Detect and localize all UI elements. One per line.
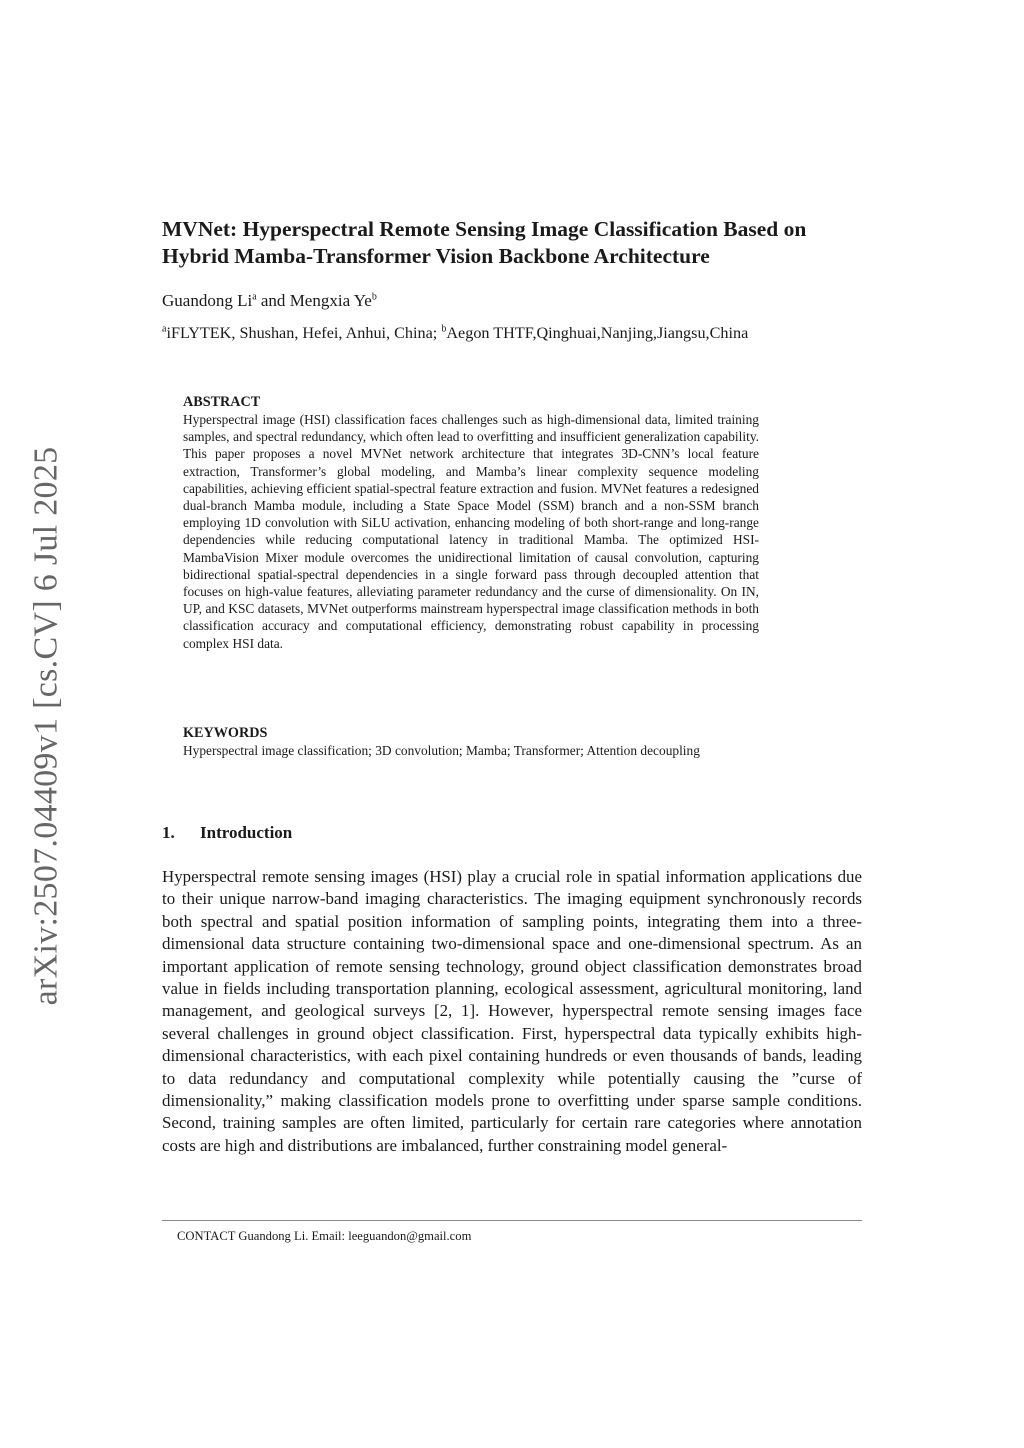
introduction-text: Hyperspectral remote sensing images (HSI) play a crucial role in spatial information applications due to their unique narrow-band imaging characteristics. The imaging equipment synchronously records both spectral and spatial position information of sampling points, integrating them into a three-dimensional data structure containing two-dimensional space and one-dimensional spectrum. As an important application of remote sensing technology, ground object classification demonstrates broad value in fields including transportation planning, ecological assessment, agricultural monitoring, land management, and geological surveys [2, 1]. However, hyperspectral remote sensing images face several challenges in ground object classification. First, hyperspectral data typically exhibits high-dimensional characteristics, with each pixel containing hundreds or even thousands of bands, leading to data redundancy and computational complexity while potentially causing the ”curse of dimensionality,” making classification models prone to overfitting under sparse sample conditions. Second, training samples are often limited, particularly for certain rare categories where annotation costs are high and distributions are imbalanced, further constraining model general- <box>162 867 862 1155</box>
affiliation-line <box>162 322 882 344</box>
paper-title: MVNet: Hyperspectral Remote Sensing Image Classification Based on Hybrid Mamba-Transformer Vision Backbone Architecture <box>162 217 807 268</box>
abstract-heading: ABSTRACT <box>183 394 261 410</box>
footnote-divider <box>162 1220 862 1221</box>
author-name: Mengxia Ye <box>289 291 372 310</box>
author-affiliation-mark: b <box>371 291 377 303</box>
section-number: 1. <box>162 823 175 842</box>
affiliation-text: Aegon THTF,Qinghuai,Nanjing,Jiangsu,China <box>446 324 749 342</box>
author-joiner: and <box>256 291 290 310</box>
affiliation-mark: a <box>162 323 167 335</box>
contact-footnote: CONTACT Guandong Li. Email: leeguandon@gmail.com <box>177 1229 472 1243</box>
author-name: Guandong Li <box>162 291 253 310</box>
affiliation-mark: b <box>441 323 447 335</box>
affiliation-text: iFLYTEK, Shushan, Hefei, Anhui, China; <box>166 324 442 342</box>
keywords-text: Hyperspectral image classification; 3D convolution; Mamba; Transformer; Attention decoupling <box>183 743 700 758</box>
abstract-section <box>183 394 759 652</box>
keywords-heading: KEYWORDS <box>183 725 268 741</box>
abstract-text: Hyperspectral image (HSI) classification faces challenges such as high-dimensional data, limited training samples, and spectral redundancy, which often lead to overfitting and insufficient generalization capability. This paper proposes a novel MVNet network architecture that integrates 3D-CNN’s local feature extraction, Transformer’s global modeling, and Mamba’s linear complexity sequence modeling capabilities, achieving efficient spatial-spectral feature extraction and fusion. MVNet features a redesigned dual-branch Mamba module, including a State Space Model (SSM) branch and a non-SSM branch employing 1D convolution with SiLU activation, enhancing modeling of both short-range and long-range dependencies while reducing computational latency in traditional Mamba. The optimized HSI-MambaVision Mixer module overcomes the unidirectional limitation of causal convolution, capturing bidirectional spatial-spectral dependencies in a single forward pass through decoupled attention that focuses on high-value features, alleviating parameter redundancy and the curse of dimensionality. On IN, UP, and KSC datasets, MVNet outperforms mainstream hyperspectral image classification methods in both classification accuracy and computational efficiency, demonstrating robust capability in processing complex HSI data. <box>183 412 759 651</box>
author-affiliation-mark: a <box>252 291 257 303</box>
arxiv-identifier-text: arXiv:2507.04409v1 [cs.CV] 6 Jul 2025 <box>27 446 64 1005</box>
introduction-heading <box>162 822 292 844</box>
author-line <box>162 290 862 312</box>
keywords-section <box>183 725 759 759</box>
arxiv-identifier-stamp <box>16 438 76 1013</box>
section-title: Introduction <box>200 823 293 842</box>
